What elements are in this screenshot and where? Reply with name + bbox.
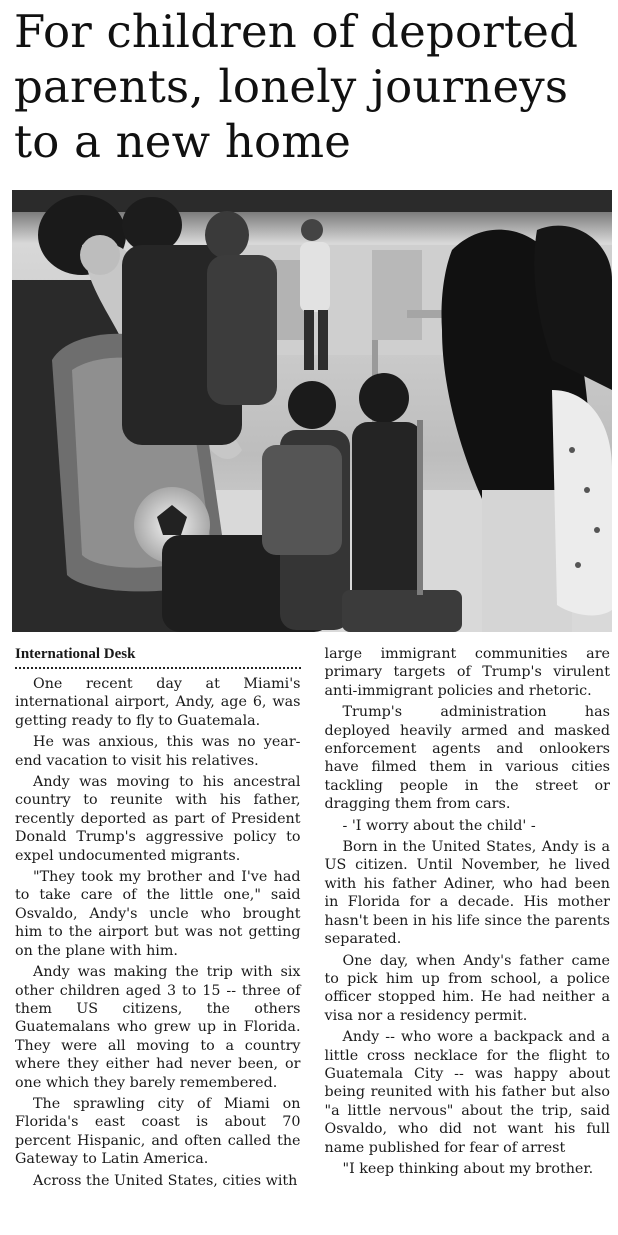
- paragraph: Trump's administration has deployed heavily armed and masked enforcement agents and onlookers have filmed them in various cities tackling people in the street or dragging them from cars.: [324, 704, 610, 813]
- paragraph-continued: large immigrant communities are primary targets of Trump's virulent anti-immigrant policies and rhetoric.: [324, 646, 610, 699]
- headline: For children of deported parents, lonely journeys to a new home: [14, 5, 579, 168]
- paragraph: One recent day at Miami's international airport, Andy, age 6, was getting ready to fly to Guatemala.: [15, 676, 301, 729]
- paragraph: Andy -- who wore a backpack and a little cross necklace for the flight to Guatemala City -- was happy about being reunited with his father but also "a little nervous" about the trip, said Osvaldo, who did not want his full name published for fear of arrest: [324, 1029, 610, 1156]
- paragraph: He was anxious, this was no year-end vacation to visit his relatives.: [15, 734, 301, 769]
- paragraph: Andy was making the trip with six other children aged 3 to 15 -- three of them US citizens, the others Guatemalans who grew up in Florida. They were all moving to a country where they either had never been, or one which they barely remembered.: [15, 964, 301, 1091]
- section-label: International Desk: [15, 645, 301, 669]
- article-body: [15, 645, 610, 1230]
- paragraph: The sprawling city of Miami on Florida's east coast is about 70 percent Hispanic, and often called the Gateway to Latin America.: [15, 1095, 301, 1168]
- paragraph: Born in the United States, Andy is a US citizen. Until November, he lived with his father Adiner, who had been in Florida for a decade. His mother hasn't been in his life since the parents separated.: [324, 839, 610, 948]
- column-right: [325, 645, 611, 1230]
- paragraph: Across the United States, cities with: [33, 1172, 298, 1189]
- paragraph: "I keep thinking about my brother.: [342, 1160, 594, 1177]
- paragraph: One day, when Andy's father came to pick him up from school, a police officer stopped him. He had neither a visa nor a residency permit.: [324, 952, 610, 1024]
- subheading: - 'I worry about the child' -: [342, 817, 536, 834]
- paragraph: "They took my brother and I've had to take care of the little one," said Osvaldo, Andy's uncle who brought him to the airport but was not getting on the plane with him.: [15, 869, 301, 959]
- column-left: [15, 645, 301, 1230]
- article-photo: [12, 190, 612, 632]
- paragraph: Andy was moving to his ancestral country to reunite with his father, recently deported as part of President Donald Trump's aggressive policy to expel undocumented migrants.: [15, 774, 301, 864]
